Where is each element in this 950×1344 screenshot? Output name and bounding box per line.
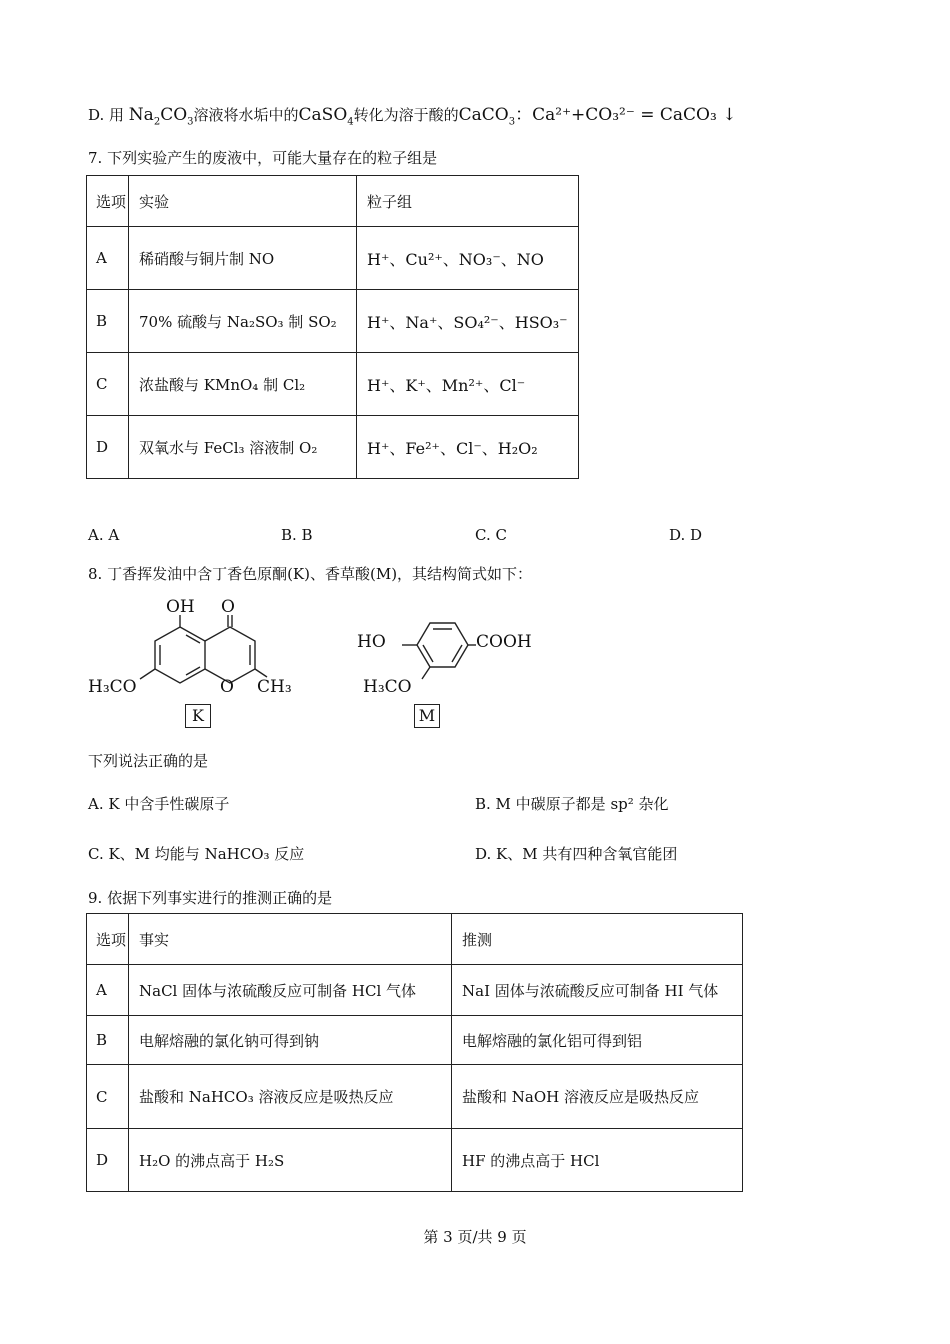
q9-row-opt: D: [87, 1129, 129, 1192]
q6-na2co3-text: Na: [128, 105, 154, 125]
k-oh: OH: [166, 597, 195, 617]
q9-header-guess: 推测: [452, 914, 743, 965]
q7-row-exp: 浓盐酸与 KMnO₄ 制 Cl₂: [129, 353, 357, 416]
q6-d-prefix: D. 用: [88, 106, 129, 124]
q6-d-mid2: 转化为溶于酸的: [353, 106, 459, 124]
q9-row-fact: H₂O 的沸点高于 H₂S: [129, 1129, 452, 1192]
label-k: K: [185, 704, 211, 728]
q7-row-opt: A: [87, 227, 129, 290]
q7-row-ions: H⁺、Cu²⁺、NO₃⁻、NO: [357, 227, 579, 290]
q9-row-opt: A: [87, 965, 129, 1016]
q9-row-opt: B: [87, 1016, 129, 1065]
q6-caso4: CaSO$_4$: [298, 105, 354, 128]
q8-choice-d: D. K、M 共有四种含氧官能团: [475, 845, 678, 863]
m-ho: HO: [357, 632, 386, 652]
label-m: M: [414, 704, 440, 728]
q8-choice-a: A. K 中含手性碳原子: [88, 795, 230, 813]
q9-header-opt: 选项: [87, 914, 129, 965]
q6-option-d: [88, 100, 737, 128]
q7-row-a: [87, 227, 579, 290]
k-ring-o: O: [220, 677, 234, 697]
k-ch3: CH₃: [257, 677, 292, 697]
q9-row-opt: C: [87, 1065, 129, 1129]
q7-row-c: [87, 353, 579, 416]
q9-row-c: [87, 1065, 743, 1129]
q9-row-guess: NaI 固体与浓硫酸反应可制备 HI 气体: [452, 965, 743, 1016]
q7-header-row: [87, 176, 579, 227]
q7-header-opt: 选项: [87, 176, 129, 227]
q9-row-d: [87, 1129, 743, 1192]
q6-equation: ：Ca²⁺+CO₃²⁻ = CaCO₃ ↓: [515, 105, 737, 125]
q7-table: [86, 175, 579, 479]
q9-row-guess: HF 的沸点高于 HCl: [452, 1129, 743, 1192]
q9-row-a: [87, 965, 743, 1016]
q6-caco3: CaCO$_3$: [458, 105, 516, 128]
q7-row-ions: H⁺、Na⁺、SO₄²⁻、HSO₃⁻: [357, 290, 579, 353]
q7-header-ions: 粒子组: [357, 176, 579, 227]
q7-choice-a: A. A: [88, 526, 120, 544]
q9-stem: 9. 依据下列事实进行的推测正确的是: [88, 889, 333, 907]
q7-row-ions: H⁺、K⁺、Mn²⁺、Cl⁻: [357, 353, 579, 416]
q9-row-guess: 电解熔融的氯化铝可得到铝: [452, 1016, 743, 1065]
q9-row-guess: 盐酸和 NaOH 溶液反应是吸热反应: [452, 1065, 743, 1129]
q9-row-b: [87, 1016, 743, 1065]
q7-row-d: [87, 416, 579, 479]
q7-row-opt: C: [87, 353, 129, 416]
q6-d-mid1: 溶液将水垢中的: [193, 106, 299, 124]
m-h3co: H₃CO: [363, 677, 412, 697]
q7-row-opt: B: [87, 290, 129, 353]
q7-choice-b: B. B: [281, 526, 313, 544]
q8-choice-c: C. K、M 均能与 NaHCO₃ 反应: [88, 845, 305, 863]
q9-row-fact: 盐酸和 NaHCO₃ 溶液反应是吸热反应: [129, 1065, 452, 1129]
q7-header-exp: 实验: [129, 176, 357, 227]
q9-table: [86, 913, 743, 1192]
q7-row-opt: D: [87, 416, 129, 479]
q8-choice-b: B. M 中碳原子都是 sp² 杂化: [475, 795, 669, 813]
q7-row-exp: 双氧水与 FeCl₃ 溶液制 O₂: [129, 416, 357, 479]
q7-row-b: [87, 290, 579, 353]
k-carbonyl-o: O: [221, 597, 235, 617]
q6-na2co3: $Na_2CO_3$: [128, 105, 194, 128]
q7-choice-c: C. C: [475, 526, 507, 544]
q9-row-fact: NaCl 固体与浓硫酸反应可制备 HCl 气体: [129, 965, 452, 1016]
q9-header-row: [87, 914, 743, 965]
page-footer: 第 3 页/共 9 页: [423, 1228, 527, 1246]
q8-stem: 8. 丁香挥发油中含丁香色原酮(K)、香草酸(M)，其结构简式如下：: [88, 565, 533, 583]
k-h3co: H₃CO: [88, 677, 137, 697]
q7-choice-d: D. D: [669, 526, 703, 544]
q7-stem: 7. 下列实验产生的废液中，可能大量存在的粒子组是: [88, 149, 438, 167]
q9-row-fact: 电解熔融的氯化钠可得到钠: [129, 1016, 452, 1065]
q7-row-exp: 稀硝酸与铜片制 NO: [129, 227, 357, 290]
q7-row-exp: 70% 硫酸与 Na₂SO₃ 制 SO₂: [129, 290, 357, 353]
q8-question: 下列说法正确的是: [88, 752, 209, 770]
q7-row-ions: H⁺、Fe²⁺、Cl⁻、H₂O₂: [357, 416, 579, 479]
m-cooh: COOH: [476, 632, 532, 652]
q9-header-fact: 事实: [129, 914, 452, 965]
